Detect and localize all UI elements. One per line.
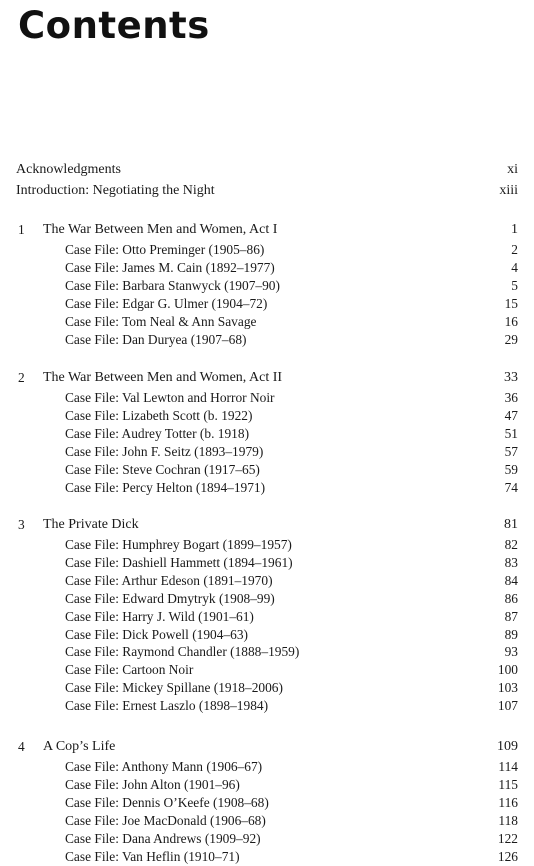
entry-label: The Private Dick [43, 517, 139, 532]
entry-label: Case File: Dashiell Hammett (1894–1961) [65, 554, 293, 570]
page-number: 84 [504, 572, 518, 588]
entry-label: A Cop’s Life [43, 739, 116, 754]
toc-chapter-entry[interactable] [0, 221, 534, 239]
entry-label: Case File: Steve Cochran (1917–65) [65, 461, 260, 477]
entry-label: The War Between Men and Women, Act II [43, 370, 283, 385]
page-number: 57 [504, 443, 518, 459]
page-number: 2 [511, 242, 518, 257]
toc-case-file-entry[interactable] [0, 443, 534, 461]
page-number: 93 [504, 644, 518, 660]
entry-label: Case File: Raymond Chandler (1888–1959) [65, 644, 300, 660]
entry-label: Case File: Arthur Edeson (1891–1970) [65, 572, 273, 588]
entry-label: Case File: Percy Helton (1894–1971) [65, 479, 266, 495]
entry-label: Case File: John Alton (1901–96) [65, 776, 240, 792]
toc-case-file-entry[interactable] [0, 295, 534, 313]
chapter-number: 4 [18, 739, 25, 754]
toc-case-file-entry[interactable] [0, 259, 534, 277]
page-number: 116 [498, 794, 518, 810]
page-number: 29 [504, 331, 518, 347]
toc-case-file-entry[interactable] [0, 776, 534, 794]
entry-label: Case File: Lizabeth Scott (b. 1922) [65, 407, 253, 423]
page-number: 16 [504, 313, 518, 329]
page-number: 115 [498, 776, 518, 792]
toc-case-file-entry[interactable] [0, 313, 534, 331]
page-number: 4 [511, 259, 518, 275]
toc-case-file-entry[interactable] [0, 812, 534, 830]
entry-label: Case File: Harry J. Wild (1901–61) [65, 608, 254, 624]
entry-label: Case File: Tom Neal & Ann Savage [65, 313, 257, 329]
toc-case-file-entry[interactable] [0, 830, 534, 848]
page-number: 15 [504, 295, 518, 311]
toc-case-file-entry[interactable] [0, 608, 534, 626]
page-number: 126 [497, 848, 518, 864]
page-number: 82 [504, 537, 518, 552]
chapter-number: 1 [18, 222, 25, 237]
toc-case-file-entry[interactable] [0, 241, 534, 259]
entry-label: Case File: Joe MacDonald (1906–68) [65, 812, 266, 828]
entry-label: Case File: Dana Andrews (1909–92) [65, 830, 261, 846]
entry-label: Case File: Van Heflin (1910–71) [65, 848, 240, 864]
entry-label: Introduction: Negotiating the Night [16, 182, 215, 198]
entry-label: Case File: James M. Cain (1892–1977) [65, 259, 275, 275]
toc-case-file-entry[interactable] [0, 554, 534, 572]
toc-case-file-entry[interactable] [0, 643, 534, 661]
entry-label: Case File: John F. Seitz (1893–1979) [65, 443, 264, 459]
page-number: 33 [504, 370, 518, 385]
page-number: 89 [504, 626, 518, 642]
toc-case-file-entry[interactable] [0, 590, 534, 608]
page-number: 1 [511, 222, 518, 237]
entry-label: Case File: Cartoon Noir [65, 662, 194, 678]
page-number: 100 [497, 662, 518, 678]
page-number: 86 [504, 590, 518, 606]
page-number: 107 [497, 698, 518, 714]
page-number: 36 [504, 390, 518, 405]
page-number: 51 [504, 425, 518, 441]
toc-case-file-entry[interactable] [0, 794, 534, 812]
toc-case-file-entry[interactable] [0, 277, 534, 295]
page-number: 109 [497, 739, 518, 754]
toc-case-file-entry[interactable] [0, 407, 534, 425]
toc-case-file-entry[interactable] [0, 848, 534, 866]
chapter-number: 3 [18, 517, 25, 532]
page-number: xiii [499, 182, 518, 198]
toc-chapter-entry[interactable] [0, 516, 534, 534]
entry-label: Case File: Ernest Laszlo (1898–1984) [65, 698, 269, 714]
page-title: Contents [18, 4, 210, 47]
toc-case-file-entry[interactable] [0, 626, 534, 644]
entry-label: Case File: Dan Duryea (1907–68) [65, 331, 247, 347]
page-number: 87 [504, 608, 518, 624]
entry-label: Case File: Audrey Totter (b. 1918) [65, 425, 250, 441]
entry-label: Case File: Dick Powell (1904–63) [65, 626, 248, 642]
toc-case-file-entry[interactable] [0, 679, 534, 697]
toc-case-file-entry[interactable] [0, 661, 534, 679]
page-number: 83 [504, 554, 518, 570]
entry-label: Case File: Val Lewton and Horror Noir [65, 390, 275, 405]
entry-label: Case File: Edgar G. Ulmer (1904–72) [65, 295, 268, 311]
chapter-number: 2 [18, 370, 25, 385]
entry-label: Case File: Edward Dmytryk (1908–99) [65, 590, 275, 606]
page-number: 118 [498, 812, 518, 828]
toc-case-file-entry[interactable] [0, 697, 534, 715]
toc-case-file-entry[interactable] [0, 461, 534, 479]
toc-chapter-entry[interactable] [0, 738, 534, 756]
entry-label: Case File: Mickey Spillane (1918–2006) [65, 680, 283, 696]
entry-label: Case File: Humphrey Bogart (1899–1957) [65, 537, 292, 552]
toc-case-file-entry[interactable] [0, 389, 534, 407]
entry-label: Case File: Otto Preminger (1905–86) [65, 242, 265, 257]
toc-front-entry[interactable] [0, 161, 534, 179]
page-number: 122 [497, 830, 518, 846]
entry-label: Case File: Anthony Mann (1906–67) [65, 759, 263, 774]
toc-case-file-entry[interactable] [0, 479, 534, 497]
entry-label: Case File: Barbara Stanwyck (1907–90) [65, 277, 280, 293]
toc-case-file-entry[interactable] [0, 536, 534, 554]
page-number: 59 [504, 461, 518, 477]
page-number: 81 [504, 517, 518, 532]
toc-case-file-entry[interactable] [0, 572, 534, 590]
toc-case-file-entry[interactable] [0, 758, 534, 776]
page-number: 74 [504, 479, 518, 495]
toc-chapter-entry[interactable] [0, 369, 534, 387]
toc-case-file-entry[interactable] [0, 425, 534, 443]
page-number: 114 [498, 759, 518, 774]
toc-front-entry[interactable] [0, 182, 534, 200]
page-number: xi [507, 162, 518, 177]
page-number: 5 [511, 277, 518, 293]
entry-label: Case File: Dennis O’Keefe (1908–68) [65, 794, 269, 810]
page-number: 47 [504, 407, 518, 423]
toc-case-file-entry[interactable] [0, 331, 534, 349]
entry-label: The War Between Men and Women, Act I [43, 222, 278, 237]
page-number: 103 [497, 680, 518, 696]
entry-label: Acknowledgments [16, 162, 121, 177]
